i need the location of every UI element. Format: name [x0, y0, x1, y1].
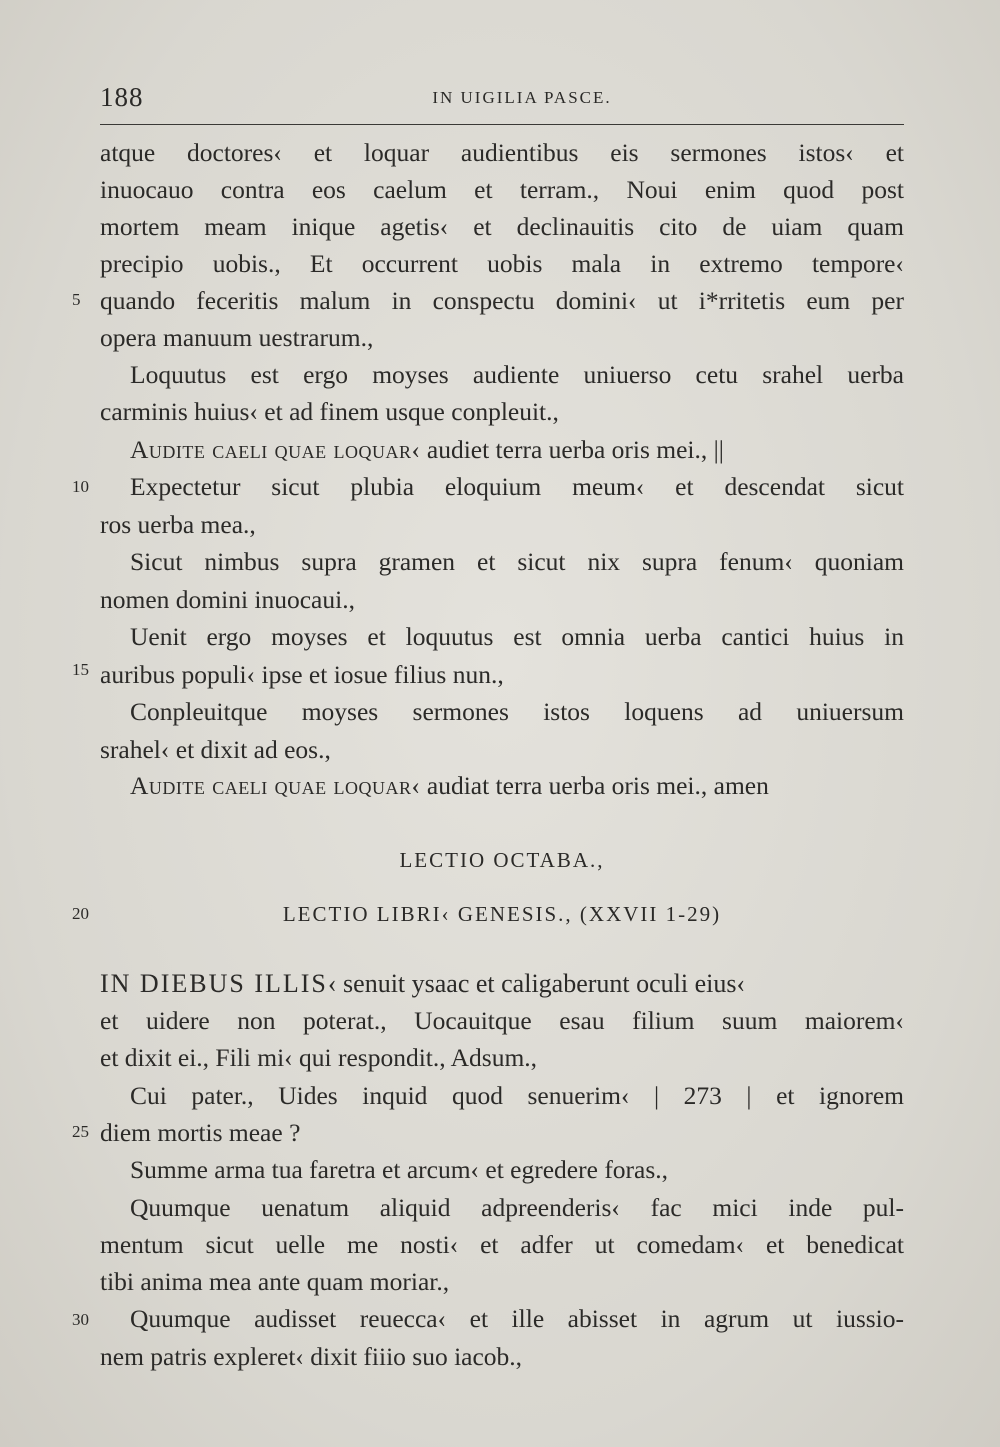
text-line: et uidere non poterat., Uocauitque esau filium suum maiorem‹	[100, 1006, 904, 1035]
text-line: Cui pater., Uides inquid quod senuerim‹ | 273 | et ignorem	[130, 1080, 904, 1110]
text-line: tibi anima mea ante quam moriar.,	[100, 1267, 450, 1297]
text-line: nem patris expleret‹ dixit fiiio suo iacob.,	[100, 1341, 523, 1371]
text-line: opera manuum uestrarum.,	[100, 323, 374, 352]
text-line: quando feceritis malum in conspectu domini‹ ut i*rritetis eum per	[100, 286, 904, 315]
line-number-25: 25	[72, 1122, 89, 1141]
page-number: 188	[100, 82, 144, 112]
text-line: carminis huius‹ et ad finem usque conpleuit.,	[100, 397, 559, 426]
opening-caps: IN DIEBUS ILLIS	[100, 969, 328, 998]
text-line: precipio uobis., Et occurrent uobis mala in extremo tempore‹	[100, 249, 904, 278]
text-line: Expectetur sicut plubia eloquium meum‹ et descendat sicut	[130, 472, 904, 501]
running-head: IN UIGILIA PASCE.	[432, 88, 612, 107]
text-line: Sicut nimbus supra gramen et sicut nix supra fenum‹ quoniam	[130, 547, 904, 576]
line-number-20: 20	[72, 904, 89, 923]
text-line: Summe arma tua faretra et arcum‹ et egredere foras.,	[130, 1155, 669, 1185]
genesis-first-line	[100, 966, 904, 1002]
text-line: Conpleuitque moyses sermones istos loquens ad uniuersum	[130, 697, 904, 726]
audite-rest-2: audiat terra uerba oris mei., amen	[420, 771, 769, 800]
text-line: ros uerba mea.,	[100, 509, 256, 539]
text-line: Uenit ergo moyses et loquutus est omnia uerba cantici huius in	[130, 622, 904, 651]
text-line: nomen domini inuocaui.,	[100, 584, 355, 614]
text-line: Loquutus est ergo moyses audiente uniuerso cetu srahel uerba	[130, 360, 904, 389]
page-header	[100, 82, 904, 122]
audite-smallcaps-2: Audite caeli quae loquar‹	[130, 771, 421, 800]
text-line: auribus populi‹ ipse et iosue filius nun.,	[100, 659, 504, 689]
line-number-5: 5	[72, 290, 81, 309]
genesis-first-rest: ‹ senuit ysaac et caligaberunt oculi eius‹	[327, 969, 746, 998]
lectio-libri-heading: LECTIO LIBRI‹ GENESIS., (XXVII 1-29)	[282, 902, 722, 926]
text-line: srahel‹ et dixit ad eos.,	[100, 734, 331, 764]
audite-smallcaps-1: Audite caeli quae loquar‹	[130, 435, 421, 464]
text-line: inuocauo contra eos caelum et terram., Noui enim quod post	[100, 175, 904, 204]
text-line: mentum sicut uelle me nosti‹ et adfer ut comedam‹ et benedicat	[100, 1229, 904, 1259]
text-line: Quumque audisset reuecca‹ et ille abisset in agrum ut iussio-	[130, 1304, 904, 1334]
audite-line-1	[100, 432, 904, 468]
text-line: Quumque uenatum aliquid adpreenderis‹ fac mici inde pul-	[130, 1192, 904, 1222]
line-number-15: 15	[72, 660, 89, 679]
text-line: atque doctores‹ et loquar audientibus eis sermones istos‹ et	[100, 138, 904, 167]
line-number-10: 10	[72, 477, 89, 496]
text-line: diem mortis meae ?	[100, 1117, 301, 1147]
audite-rest-1: audiet terra uerba oris mei., ||	[420, 435, 724, 464]
audite-line-2	[100, 768, 904, 804]
text-line: et dixit ei., Fili mi‹ qui respondit., Adsum.,	[100, 1043, 538, 1073]
lectio-heading: LECTIO OCTABA.,	[399, 848, 605, 872]
line-number-30: 30	[72, 1310, 89, 1329]
header-rule	[100, 124, 904, 125]
text-line: mortem meam inique agetis‹ et declinauitis cito de uiam quam	[100, 212, 904, 241]
